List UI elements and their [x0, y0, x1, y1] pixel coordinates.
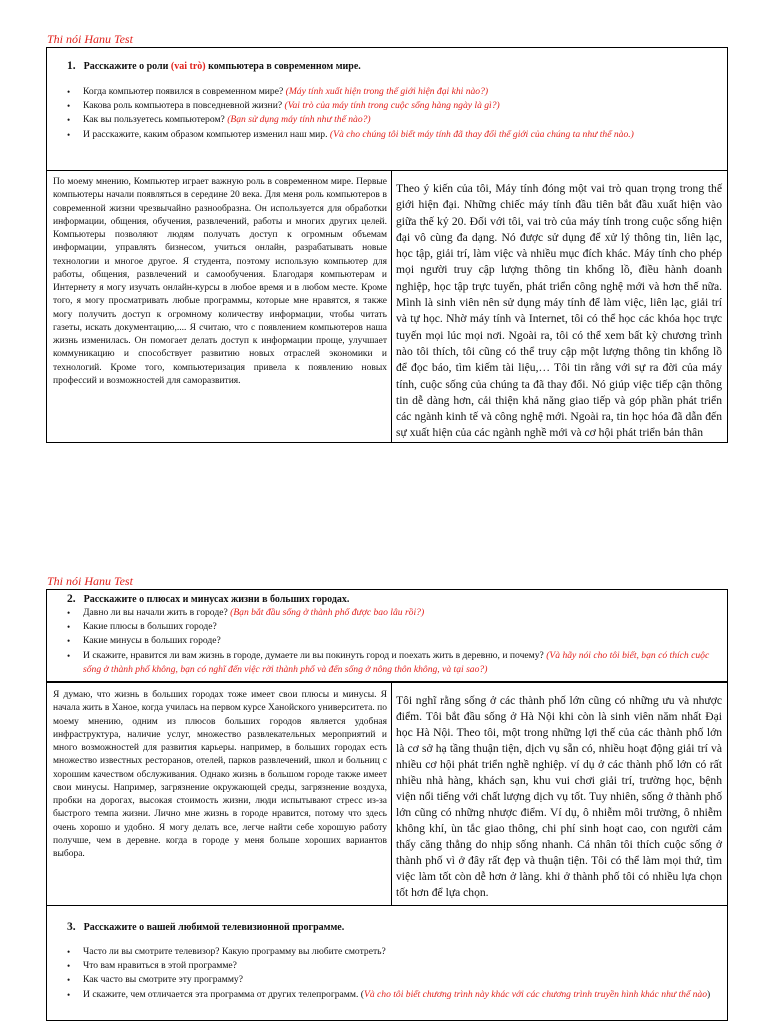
answer-russian-1: По моему мнению, Компьютер играет важную роль в современном мире. Первые компьютеры начали появляться в середине 20 века. Для меня роль компьютеров в современной жизни чрезвычайно разнообразна. Он используется для обработки информации, общения, обучения, развлечений, работы и многих других целей. Компьютеры позволяют людям получать доступ к огромным объемам информации, управлять бизнесом, учиться онлайн, разрабатывать новые технологии и многое другое. Я студента, поэтому использую компьютер для работы, общения, развлечений и самообучения. Благодаря компьютерам и Интернету я могу изучать онлайн-курсы в любое время и в любом месте. Кроме того, я могу просматривать любые программы, которые мне нравятся, я также могу получить доступ к огромному количеству информации, чтобы читать газеты, искать документацию,.... Я считаю, что с появлением компьютеров наша жизнь изменилась. Он помогает делать доступ к информации проще, улучшает коммуникацию и способствует развитию новых отраслей экономики и технологий. Кроме того, компьютеризация привела к появлению новых профессий и возможностей для саморазвития. — [47, 171, 392, 442]
answer-russian-2: Я думаю, что жизнь в больших городах тоже имеет свои плюсы и минусы. Я начала жить в Ханое, когда училась на первом курсе Ханойского университета. по моему мнению, одним из плюсов больших городов является удобная инфраструктура, наличие услуг, множество развлекательных мероприятий и много возможностей для развития карьеры. например, в больших городах есть множество известных ресторанов, отелей, парков развлечений, школ и больниц с хорошим качеством обслуживания. Однако жизнь в большом городе также имеет свои минусы. Например, загрязнение окружающей среды, загрязнение воздуха, пробки на дорогах, высокая стоимость жизни, люди испытывают стресс из-за быстрого темпа жизни. Лично мне жизнь в городе нравится, потому что здесь очень хорошо и удобно. Я могу делать все, легче найти себе хорошую работу получше, чем в деревне. когда в городе у меня больше хороших вариантов выбора. — [47, 683, 392, 905]
answer-row-2 — [46, 682, 728, 906]
answer-row-1 — [46, 170, 728, 443]
page-header-1: Thi nói Hanu Test — [47, 32, 133, 46]
list-item: • И расскажите, каким образом компьютер изменил наш мир. (Và cho chúng tôi biết máy tính đã thay đổi thế giới của chúng ta như thế nào.) — [83, 128, 727, 142]
list-item: • Какова роль компьютера в повседневной жизни? (Vai trò của máy tính trong cuộc sống hàng ngày là gì?) — [83, 99, 727, 113]
question-title-3: 3. Расскажите о вашей любимой телевизионной программе. — [67, 921, 345, 933]
list-item: • Часто ли вы смотрите телевизор? Какую программу вы любите смотреть? — [83, 945, 721, 959]
question-title-2: 2. Расскажите о плюсах и минусах жизни в больших городах. — [67, 593, 350, 605]
question-box-3 — [46, 905, 728, 1021]
question-box-1 — [46, 47, 728, 171]
list-item: • Как часто вы смотрите эту программу? — [83, 973, 721, 987]
list-item: • И скажите, нравится ли вам жизнь в городе, думаете ли вы покинуть город и поехать жить в деревню, и почему? (Và hãy nói cho tôi biết, bạn có thích cuộc sống ở thành phố không, bạn có nghĩ đến việc rời thành phố và đến sống ở nông thôn không, và tại sao?) — [83, 649, 727, 677]
answer-vietnamese-1: Theo ý kiến của tôi, Máy tính đóng một vai trò quan trọng trong thế giới hiện đại. Những chiếc máy tính đầu tiên bắt đầu xuất hiện vào giữa thế kỷ 20. Đối với tôi, vai trò của máy tính trong cuộc sống hiện đại vô cùng đa dạng. Nó được sử dụng để xử lý thông tin, liên lạc, học tập, giải trí, làm việc và nhiều mục đích khác. Máy tính cho phép mọi người truy cập lượng thông tin khổng lồ, điều hành doanh nghiệp, học tập trực tuyến, phát triển công nghệ mới và hơn thế nữa. Mình là sinh viên nên sử dụng máy tính để làm việc, liên lạc, giải trí và tự học. Nhờ máy tính và Internet, tôi có thể học các khóa học trực tuyến mọi lúc mọi nơi. Ngoài ra, tôi có thể xem bất kỳ chương trình nào tôi thích, tôi cũng có thể truy cập một lượng thông tin khổng lồ để đọc báo, tìm kiếm tài liệu,… Tôi tin rằng với sự ra đời của máy tính, cuộc sống của chúng ta đã thay đổi. Nó giúp việc tiếp cận thông tin dễ dàng hơn, cải thiện khả năng giao tiếp và góp phần phát triển các ngành kinh tế và công nghệ mới. Ngoài ra, tin học hóa đã dẫn đến sự xuất hiện của các ngành nghề mới và cơ hội phát triển bản thân — [396, 182, 722, 440]
question-bullets-3 — [47, 945, 727, 1002]
question-box-2 — [46, 589, 728, 682]
list-item: • Какие минусы в больших городе? — [83, 634, 727, 648]
list-item: • Когда компьютер появился в современном мире? (Máy tính xuất hiện trong thế giới hiện đại khi nào?) — [83, 85, 727, 99]
question-bullets-1 — [47, 85, 727, 142]
list-item: • И скажите, чем отличается эта программа от других телепрограмм. (Và cho tôi biết chương trình này khác với các chương trình truyền hình khác như thế nào) — [83, 988, 721, 1002]
answer-vietnamese-2: Tôi nghĩ rằng sống ở các thành phố lớn cũng có những ưu và nhược điểm. Tôi bắt đầu sống ở Hà Nội khi còn là sinh viên năm nhất Đại học Hà Nội. Theo tôi, một trong những lợi thế của các thành phố lớn là cơ sở hạ tầng thuận tiện, dịch vụ sẵn có, nhiều hoạt động giải trí và nhiều cơ hội phát triển nghề nghiệp. ví dụ ở các thành phố lớn có rất nhiều nhà hàng, khách sạn, khu vui chơi giải trí, trường học, bệnh viện nổi tiếng với chất lượng dịch vụ tốt. Tuy nhiên, sống ở thành phố lớn cũng có những nhược điểm. Ví dụ, ô nhiễm môi trường, ô nhiễm không khí, ùn tắc giao thông, chi phí sinh hoạt cao, con người cảm thấy căng thẳng do nhịp sống nhanh. Cá nhân tôi thích cuộc sống ở thành phố vì ở đây rất đẹp và thuận tiện. Tôi có thể làm mọi thứ, tìm việc làm tốt còn dễ hơn ở làng. khi ở thành phố tôi có nhiều lựa chọn tốt hơn để lựa chọn. — [396, 694, 722, 899]
question-bullets-2 — [47, 606, 727, 677]
list-item: • Как вы пользуетесь компьютером? (Bạn sử dụng máy tính như thế nào?) — [83, 113, 727, 127]
question-title-1: 1. Расскажите о роли (vai trò) компьютера в современном мире. — [67, 60, 361, 72]
page-header-2: Thi nói Hanu Test — [47, 574, 133, 588]
list-item: • Что вам нравиться в этой программе? — [83, 959, 721, 973]
list-item: • Какие плюсы в больших городе? — [83, 620, 727, 634]
list-item: • Давно ли вы начали жить в городе? (Bạn bắt đầu sống ở thành phố được bao lâu rồi?) — [83, 606, 727, 620]
